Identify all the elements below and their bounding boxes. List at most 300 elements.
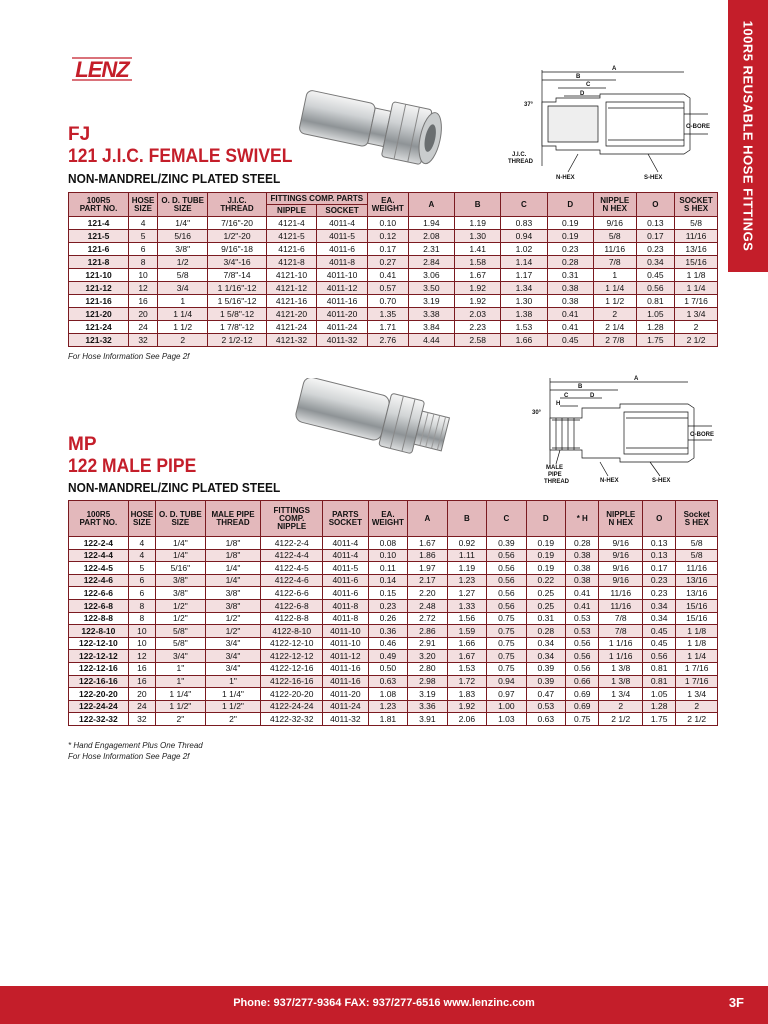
table-cell: 1.67 <box>455 269 501 282</box>
table-cell: 4121-12 <box>266 282 317 295</box>
table-cell: 0.28 <box>566 537 599 550</box>
table-cell: 122-4-4 <box>69 549 129 562</box>
table-cell: 5/16" <box>156 562 206 575</box>
table-cell: 2" <box>156 713 206 726</box>
table-cell: 1.19 <box>455 217 501 230</box>
table-cell: 2 <box>593 308 636 321</box>
table-cell: 0.25 <box>526 587 565 600</box>
table-cell: 0.19 <box>526 537 565 550</box>
table-cell: 16 <box>129 295 158 308</box>
table-cell: 0.34 <box>643 612 676 625</box>
table-cell: 0.13 <box>643 537 676 550</box>
table-cell: 122-32-32 <box>69 713 129 726</box>
table-cell: 32 <box>129 334 158 347</box>
dim-label-b: B <box>576 74 581 80</box>
table-cell: 0.08 <box>368 537 407 550</box>
table-cell: 0.13 <box>643 549 676 562</box>
dim-label-h: H <box>556 401 561 407</box>
table-cell: 1 5/16"-12 <box>208 295 266 308</box>
table-cell: 0.17 <box>636 230 675 243</box>
table-cell: 3/4" <box>205 650 261 663</box>
table-cell: 11/16 <box>593 243 636 256</box>
table-cell: 2.86 <box>408 625 447 638</box>
table-cell: 1 7/16 <box>676 662 718 675</box>
table-cell: 4121-32 <box>266 334 317 347</box>
dim-label-obore: O-BORE <box>690 432 714 438</box>
table-cell: 12 <box>128 650 155 663</box>
table-cell: 0.41 <box>547 308 593 321</box>
table-cell: 1.81 <box>368 713 407 726</box>
table-cell: 4122-8-10 <box>261 625 323 638</box>
table-cell: 3/4" <box>205 662 261 675</box>
table-cell: 0.41 <box>566 587 599 600</box>
table-cell: 122-8-8 <box>69 612 129 625</box>
table-cell: 121-4 <box>69 217 129 230</box>
table-cell: 1 1/4 <box>593 282 636 295</box>
fj-title: 121 J.I.C. FEMALE SWIVEL <box>68 146 293 167</box>
table-cell: 2.91 <box>408 637 447 650</box>
table-cell: 0.23 <box>368 599 407 612</box>
table-cell: 1.41 <box>455 243 501 256</box>
table-cell: 4011-16 <box>317 295 368 308</box>
table-cell: 0.63 <box>368 675 407 688</box>
table-row <box>69 713 718 726</box>
table-cell: 4011-10 <box>323 625 369 638</box>
table-row <box>69 574 718 587</box>
table-cell: 0.41 <box>547 321 593 334</box>
svg-text:LENZ: LENZ <box>75 57 129 82</box>
table-row <box>69 549 718 562</box>
table-cell: 0.83 <box>501 217 547 230</box>
table-cell: 12 <box>129 282 158 295</box>
table-row <box>69 282 718 295</box>
table-row <box>69 599 718 612</box>
table-cell: 5/16 <box>158 230 208 243</box>
table-cell: 0.75 <box>487 625 526 638</box>
table-cell: 1.05 <box>636 308 675 321</box>
table-cell: 1 <box>593 269 636 282</box>
dim-label-shex: S-HEX <box>652 478 671 484</box>
table-cell: 121-5 <box>69 230 129 243</box>
table-cell: 0.17 <box>367 243 408 256</box>
table-cell: 3.50 <box>408 282 454 295</box>
table-cell: 0.56 <box>487 574 526 587</box>
table-cell: 0.75 <box>487 612 526 625</box>
mp-dimension-diagram <box>520 372 726 488</box>
table-cell: 1.33 <box>447 599 486 612</box>
table-cell: 20 <box>128 688 155 701</box>
table-cell: 1 <box>158 295 208 308</box>
table-cell: 2.80 <box>408 662 447 675</box>
table-cell: 1.28 <box>643 700 676 713</box>
table-cell: 10 <box>129 269 158 282</box>
table-cell: 11/16 <box>675 230 718 243</box>
table-cell: 1.35 <box>367 308 408 321</box>
table-cell: 1 7/16 <box>675 295 718 308</box>
table-cell: 10 <box>128 637 155 650</box>
table-cell: 1 1/4 <box>676 650 718 663</box>
table-cell: 0.19 <box>547 217 593 230</box>
table-cell: 1.66 <box>501 334 547 347</box>
table-cell: 0.34 <box>526 637 565 650</box>
table-cell: 4122-12-16 <box>261 662 323 675</box>
table-cell: 1.92 <box>447 700 486 713</box>
table-cell: 0.53 <box>566 612 599 625</box>
table-cell: 1 1/4" <box>156 688 206 701</box>
table-cell: 1.67 <box>408 537 447 550</box>
table-cell: 13/16 <box>676 574 718 587</box>
table-cell: 1/8" <box>205 537 261 550</box>
table-cell: 13/16 <box>676 587 718 600</box>
dim-label-angle: 37° <box>524 102 534 108</box>
table-row <box>69 230 718 243</box>
table-cell: 5/8" <box>156 637 206 650</box>
dim-label-thread2: PIPE <box>548 472 562 478</box>
table-cell: 121-10 <box>69 269 129 282</box>
table-cell: 11/16 <box>599 587 643 600</box>
table-cell: 4011-8 <box>323 599 369 612</box>
table-cell: 0.50 <box>368 662 407 675</box>
table-cell: 2 <box>158 334 208 347</box>
table-cell: 4122-12-12 <box>261 650 323 663</box>
table-cell: 1.11 <box>447 549 486 562</box>
table-cell: 2 <box>599 700 643 713</box>
table-cell: 1 3/4 <box>676 688 718 701</box>
table-cell: 3.91 <box>408 713 447 726</box>
table-cell: 3/4"-16 <box>208 256 266 269</box>
table-cell: 1/2" <box>205 612 261 625</box>
table-cell: 5/8" <box>156 625 206 638</box>
table-cell: 4 <box>129 217 158 230</box>
table-cell: 0.75 <box>487 662 526 675</box>
table-cell: 0.56 <box>643 650 676 663</box>
table-cell: 5/8 <box>676 549 718 562</box>
fj-code: FJ <box>68 124 91 145</box>
table-cell: 1 1/4 <box>675 282 718 295</box>
table-cell: 1/4" <box>156 537 206 550</box>
table-cell: 1/4" <box>158 217 208 230</box>
table-cell: 1 1/2 <box>593 295 636 308</box>
table-cell: 3/8" <box>158 243 208 256</box>
dim-label-thread3: THREAD <box>544 479 569 485</box>
table-cell: 0.39 <box>487 537 526 550</box>
table-cell: 3.36 <box>408 700 447 713</box>
table-cell: 0.45 <box>547 334 593 347</box>
table-cell: 1 7/16 <box>676 675 718 688</box>
table-cell: 0.75 <box>566 713 599 726</box>
dim-label-c: C <box>564 393 569 399</box>
table-cell: 5/8 <box>676 537 718 550</box>
table-row <box>69 256 718 269</box>
table-cell: 1 1/16 <box>599 650 643 663</box>
table-cell: 4122-4-6 <box>261 574 323 587</box>
table-cell: 4011-4 <box>323 549 369 562</box>
table-cell: 1" <box>156 662 206 675</box>
table-cell: 0.10 <box>368 549 407 562</box>
table-cell: 0.38 <box>566 574 599 587</box>
table-row <box>69 662 718 675</box>
dim-label-obore: O-BORE <box>686 124 710 130</box>
table-cell: 1.23 <box>368 700 407 713</box>
table-row <box>69 612 718 625</box>
table-cell: 0.10 <box>367 217 408 230</box>
table-cell: 0.57 <box>367 282 408 295</box>
table-cell: 3.20 <box>408 650 447 663</box>
table-cell: 6 <box>129 243 158 256</box>
table-cell: 4121-10 <box>266 269 317 282</box>
table-cell: 3/8" <box>156 587 206 600</box>
table-cell: 1 1/4" <box>205 688 261 701</box>
table-cell: 4011-32 <box>323 713 369 726</box>
table-row <box>69 321 718 334</box>
table-row <box>69 587 718 600</box>
table-cell: 4011-20 <box>323 688 369 701</box>
table-cell: 4011-10 <box>317 269 368 282</box>
table-cell: 122-2-4 <box>69 537 129 550</box>
table-cell: 4121-5 <box>266 230 317 243</box>
table-cell: 122-4-5 <box>69 562 129 575</box>
table-cell: 1.17 <box>501 269 547 282</box>
table-cell: 0.39 <box>526 675 565 688</box>
table-cell: 4122-8-8 <box>261 612 323 625</box>
table-cell: 24 <box>128 700 155 713</box>
table-cell: 1 1/16 <box>599 637 643 650</box>
table-cell: 121-24 <box>69 321 129 334</box>
table-cell: 122-4-6 <box>69 574 129 587</box>
mp-code: MP <box>68 434 97 455</box>
table-cell: 4122-4-5 <box>261 562 323 575</box>
table-cell: 0.45 <box>643 637 676 650</box>
table-cell: 4011-4 <box>317 217 368 230</box>
table-cell: 0.81 <box>636 295 675 308</box>
table-cell: 0.94 <box>487 675 526 688</box>
table-cell: 1.05 <box>643 688 676 701</box>
table-cell: 1/4" <box>205 574 261 587</box>
table-cell: 7/8"-14 <box>208 269 266 282</box>
table-cell: 1.59 <box>447 625 486 638</box>
table-cell: 0.36 <box>368 625 407 638</box>
table-cell: 6 <box>128 587 155 600</box>
table-cell: 0.31 <box>526 612 565 625</box>
table-cell: 1.00 <box>487 700 526 713</box>
table-cell: 0.46 <box>368 637 407 650</box>
table-row <box>69 295 718 308</box>
table-cell: 4011-12 <box>323 650 369 663</box>
table-cell: 0.41 <box>367 269 408 282</box>
table-cell: 122-24-24 <box>69 700 129 713</box>
table-cell: 1.14 <box>501 256 547 269</box>
table-cell: 3.19 <box>408 688 447 701</box>
table-cell: 4122-12-10 <box>261 637 323 650</box>
dim-label-a: A <box>634 376 639 382</box>
page-number: 3F <box>728 995 744 1010</box>
table-cell: 1.67 <box>447 650 486 663</box>
fj-fitting-photo <box>294 88 470 180</box>
table-cell: 0.22 <box>526 574 565 587</box>
table-cell: 3.84 <box>408 321 454 334</box>
table-cell: 4 <box>128 549 155 562</box>
table-cell: 9/16 <box>599 549 643 562</box>
table-row <box>69 308 718 321</box>
table-cell: 0.97 <box>487 688 526 701</box>
table-cell: 1 3/8 <box>599 675 643 688</box>
table-cell: 1.83 <box>447 688 486 701</box>
table-cell: 24 <box>129 321 158 334</box>
table-row <box>69 700 718 713</box>
table-cell: 0.38 <box>566 549 599 562</box>
table-cell: 2 7/8 <box>593 334 636 347</box>
table-cell: 5 <box>128 562 155 575</box>
table-cell: 4011-16 <box>323 662 369 675</box>
table-cell: 20 <box>129 308 158 321</box>
dim-label-shex: S-HEX <box>644 175 663 181</box>
table-cell: 0.12 <box>367 230 408 243</box>
table-cell: 4121-24 <box>266 321 317 334</box>
table-cell: 122-6-6 <box>69 587 129 600</box>
table-cell: 0.19 <box>526 562 565 575</box>
table-cell: 1.34 <box>501 282 547 295</box>
table-cell: 3/8" <box>205 587 261 600</box>
table-cell: 4011-8 <box>317 256 368 269</box>
table-row <box>69 217 718 230</box>
table-cell: 4011-12 <box>317 282 368 295</box>
table-cell: 16 <box>128 662 155 675</box>
table-cell: 15/16 <box>675 256 718 269</box>
table-cell: 3/8" <box>156 574 206 587</box>
table-cell: 2 <box>676 700 718 713</box>
table-cell: 1.56 <box>447 612 486 625</box>
table-cell: 1.02 <box>501 243 547 256</box>
table-cell: 5/8 <box>158 269 208 282</box>
dim-label-thread2: THREAD <box>508 159 533 165</box>
table-cell: 122-12-10 <box>69 637 129 650</box>
table-cell: 1.53 <box>501 321 547 334</box>
mp-subtitle: NON-MANDREL/ZINC PLATED STEEL <box>68 481 281 495</box>
table-cell: 4011-32 <box>317 334 368 347</box>
table-cell: 0.56 <box>487 599 526 612</box>
table-row <box>69 334 718 347</box>
table-cell: 1/2"-20 <box>208 230 266 243</box>
table-cell: 1 3/4 <box>675 308 718 321</box>
table-cell: 2.98 <box>408 675 447 688</box>
table-cell: 3.06 <box>408 269 454 282</box>
lenz-logo <box>70 52 134 86</box>
table-cell: 4121-6 <box>266 243 317 256</box>
dim-label-angle: 30° <box>532 410 542 416</box>
table-cell: 1.72 <box>447 675 486 688</box>
table-cell: 2.20 <box>408 587 447 600</box>
table-cell: 0.31 <box>547 269 593 282</box>
table-cell: 4121-16 <box>266 295 317 308</box>
table-cell: 2 1/2 <box>599 713 643 726</box>
table-cell: 4011-4 <box>323 537 369 550</box>
table-cell: 0.56 <box>566 662 599 675</box>
table-cell: 16 <box>128 675 155 688</box>
table-cell: 7/8 <box>593 256 636 269</box>
table-cell: 8 <box>129 256 158 269</box>
table-cell: 122-16-16 <box>69 675 129 688</box>
table-cell: 5 <box>129 230 158 243</box>
table-cell: 7/8 <box>599 625 643 638</box>
table-cell: 0.66 <box>566 675 599 688</box>
table-cell: 9/16 <box>599 562 643 575</box>
table-cell: 9/16 <box>599 574 643 587</box>
table-cell: 4011-24 <box>323 700 369 713</box>
table-cell: 0.23 <box>643 574 676 587</box>
fj-subtitle: NON-MANDREL/ZINC PLATED STEEL <box>68 172 281 186</box>
table-cell: 122-12-16 <box>69 662 129 675</box>
table-row <box>69 625 718 638</box>
table-cell: 1" <box>156 675 206 688</box>
table-cell: 11/16 <box>676 562 718 575</box>
table-cell: 0.19 <box>547 230 593 243</box>
table-cell: 0.94 <box>501 230 547 243</box>
table-cell: 9/16 <box>593 217 636 230</box>
table-cell: 4122-32-32 <box>261 713 323 726</box>
table-cell: 1.30 <box>501 295 547 308</box>
table-row <box>69 637 718 650</box>
table-cell: 121-16 <box>69 295 129 308</box>
table-cell: 13/16 <box>675 243 718 256</box>
table-cell: 0.56 <box>566 637 599 650</box>
table-cell: 1 1/2" <box>205 700 261 713</box>
table-row <box>69 675 718 688</box>
table-cell: 0.56 <box>566 650 599 663</box>
table-cell: 11/16 <box>599 599 643 612</box>
table-cell: 121-32 <box>69 334 129 347</box>
footer-contact: Phone: 937/277-9364 FAX: 937/277-6516 www.lenzinc.com <box>233 997 535 1009</box>
table-cell: 0.56 <box>636 282 675 295</box>
dim-label-d: D <box>580 91 585 97</box>
table-cell: 0.34 <box>526 650 565 663</box>
table-cell: 4011-6 <box>323 587 369 600</box>
table-cell: 4122-16-16 <box>261 675 323 688</box>
table-cell: 3/4 <box>158 282 208 295</box>
table-cell: 1 3/8 <box>599 662 643 675</box>
mp-fitting-photo <box>290 378 460 468</box>
table-cell: 1.03 <box>487 713 526 726</box>
table-cell: 0.56 <box>487 562 526 575</box>
dim-label-d: D <box>590 393 595 399</box>
table-cell: 32 <box>128 713 155 726</box>
table-cell: 4122-24-24 <box>261 700 323 713</box>
table-cell: 122-8-10 <box>69 625 129 638</box>
table-cell: 8 <box>128 612 155 625</box>
table-cell: 0.11 <box>368 562 407 575</box>
table-cell: 4121-4 <box>266 217 317 230</box>
table-cell: 1/2 <box>158 256 208 269</box>
table-cell: 1.27 <box>447 587 486 600</box>
table-cell: 1 1/4 <box>158 308 208 321</box>
dim-label-c: C <box>586 82 591 88</box>
table-cell: 0.81 <box>643 675 676 688</box>
mp-spec-table: 100R5 PART NO. HOSE SIZE O. D. TUBE SIZE MALE PIPE THREAD FITTINGS COMP. NIPPLE PARTS SOCKET EA. WEIGHT A B C D * H NIPPLE N HEX O Socket S HEX 122-2-4 4 1/4" 1/8" 4122-2-4 4011-4 0.08 1.67 0.92 0.39 0.19 0.28 9/16 0.13 5/8 122-4-4 4 1/4" 1/8" 4122-4-4 4011-4 0.10 1.86 1.11 0.56 0.19 0.38 9/16 0.13 5/8 122-4-5 5 5/16" 1/4" 4122-4-5 4011-5 0.11 1.97 1.19 0.56 0.19 0.38 9/16 0.17 11/16 122-4-6 6 3/8" 1/4" 4122-4-6 4011-6 0.14 2.17 1.23 0.56 0.22 0.38 9/16 0.23 13/16 122-6-6 6 3/8" 3/8" 4122-6-6 4011-6 0.15 2.20 1.27 0.56 0.25 0.41 11/16 0.23 13/16 122-6-8 8 1/2" 3/8" 4122-6-8 4011-8 0.23 2.48 1.33 0.56 0.25 0.41 11/16 0.34 15/16 122-8-8 8 1/2" 1/2" 4122-8-8 4011-8 0.26 2.72 1.56 0.75 0.31 0.53 7/8 0.34 15/16 122-8-10 10 5/8" 1/2" 4122-8-10 4011-10 0.36 2.86 1.59 0.75 0.28 0.53 7/8 0.45 1 1/8 122-12-10 10 5/8" 3/4" 4122-12-10 4011-10 0.46 2.91 1.66 0.75 0.34 0.56 1 1/16 0.45 1 1/8 122-12-12 12 3/4" 3/4" 4122-12-12 4011-12 0.49 3.20 1.67 0.75 0.34 0.56 1 1/16 0.56 1 1/4 122-12-16 16 1" 3/4" 4122-12-16 4011-16 0.50 2.80 1.53 0.75 0.39 0.56 1 3/8 0.81 1 7/16 122-16-16 16 1" 1" 4122-16-16 4011-16 0.63 2.98 1.72 0.94 0.39 0.66 1 3/8 0.81 1 7/16 122-20-20 20 1 1/4" 1 1/4" 4122-20-20 4011-20 1.08 3.19 1.83 0.97 0.47 0.69 1 3/4 1.05 1 3/4 122-24-24 24 1 1/2" 1 1/2" 4122-24-24 4011-24 1.23 3.36 1.92 1.00 0.53 0.69 2 1.28 2 122-32-32 32 2" 2" 4122-32-32 4011-32 1.81 3.91 2.06 1.03 0.63 0.75 2 1/2 1.75 2 1/2 <box>68 500 718 726</box>
table-cell: 122-20-20 <box>69 688 129 701</box>
table-cell: 2.31 <box>408 243 454 256</box>
table-cell: 1.86 <box>408 549 447 562</box>
table-cell: 2.58 <box>455 334 501 347</box>
table-cell: 1.94 <box>408 217 454 230</box>
table-cell: 2.23 <box>455 321 501 334</box>
table-cell: 0.75 <box>487 637 526 650</box>
table-cell: 4122-20-20 <box>261 688 323 701</box>
table-cell: 0.28 <box>526 625 565 638</box>
table-cell: 3/4" <box>205 637 261 650</box>
table-cell: 0.70 <box>367 295 408 308</box>
table-cell: 4011-16 <box>323 675 369 688</box>
table-cell: 2 1/2 <box>676 713 718 726</box>
table-cell: 6 <box>128 574 155 587</box>
